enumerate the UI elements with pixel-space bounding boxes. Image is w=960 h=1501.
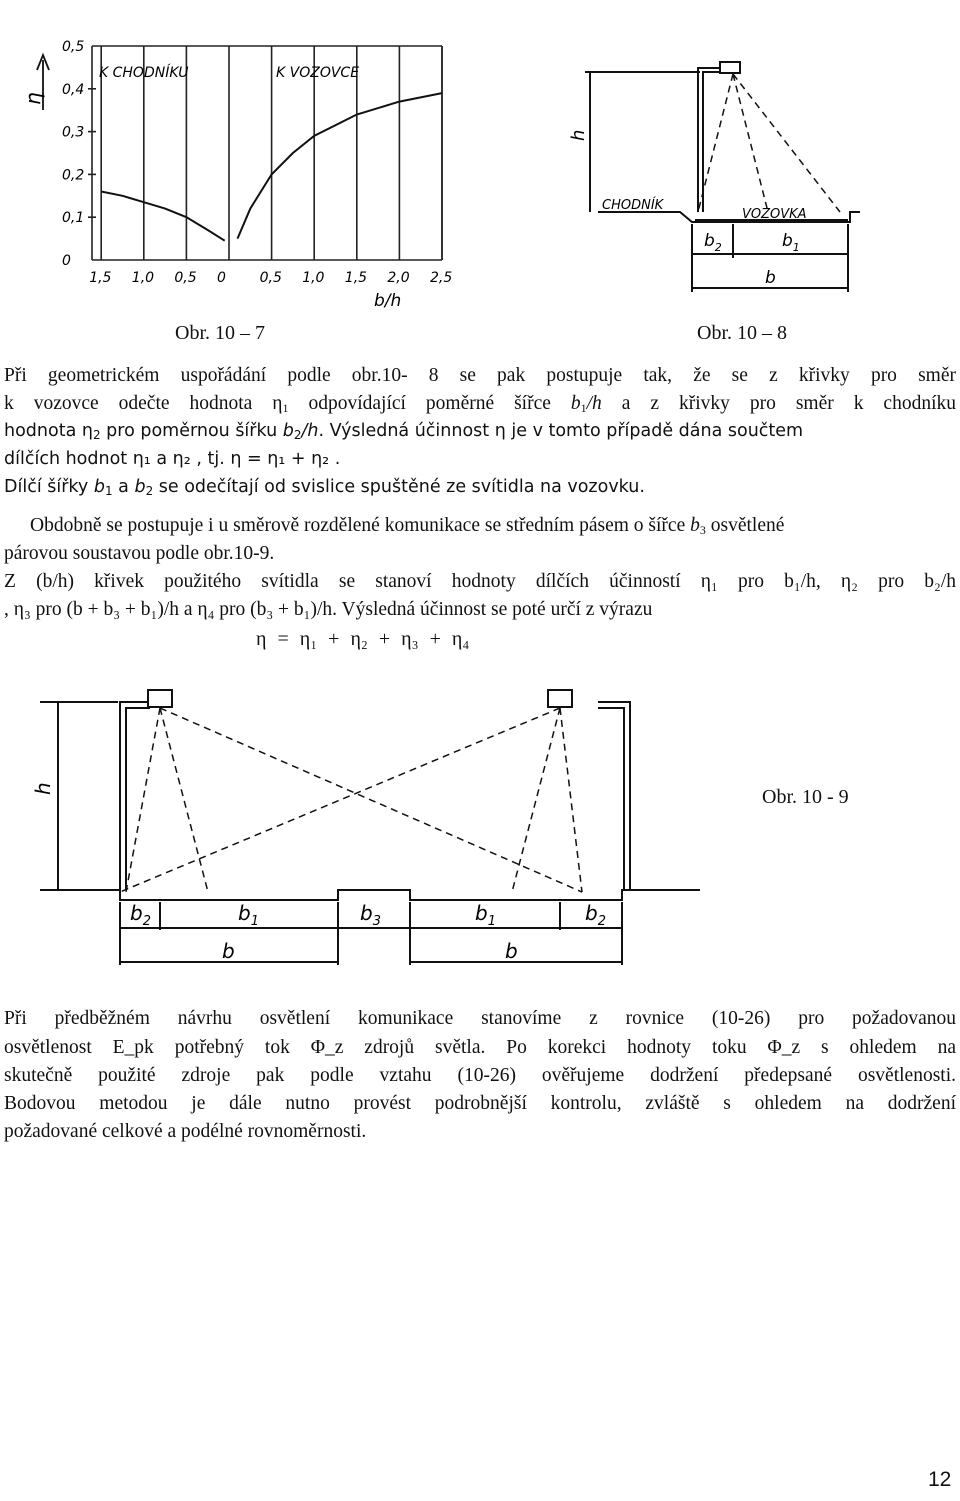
x-tick-label: 2,5	[430, 270, 453, 286]
series-k-chodniku-line	[101, 192, 225, 241]
y-tick-label: 0,2	[62, 167, 85, 184]
right-pole	[598, 702, 630, 890]
x-tick-label: 1,5	[89, 270, 112, 286]
left-luminaire	[148, 690, 172, 707]
p3-line5: požadované celkové a podélné rovnoměrnosti.	[4, 1121, 367, 1142]
light-cone	[698, 74, 840, 212]
p1-line2: k vozovce odečte hodnota $\eta_1$ odpovídající poměrné šířce $b_1/h$ a z křivky pro směr k chodníku	[4, 393, 956, 415]
p2-line3: Z (b/h) křivek použitého svítidla se stanoví hodnoty dílčích účinností η₁ pro b₁/h, η₂ pro b₂/h	[4, 571, 956, 592]
right-curve-label: K VOZOVCE	[276, 65, 360, 81]
figure-10-9	[0, 680, 960, 980]
y-tick-label: 0,4	[62, 81, 85, 98]
road-label: VOZOVKA	[742, 207, 807, 222]
sidewalk-label: CHODNÍK	[602, 198, 664, 213]
y-tick-label: 0,3	[62, 124, 85, 141]
b3-label: $b_3$	[360, 901, 381, 929]
left-curve-label: K CHODNÍKU	[99, 65, 189, 81]
pole	[698, 68, 722, 212]
b-label: b	[765, 268, 776, 288]
p3-line1: Při předběžném návrhu osvětlení komunikace stanovíme z rovnice (10-26) pro požadovanou	[4, 1008, 956, 1029]
b-left-label: b	[222, 939, 235, 963]
figure-10-8	[560, 50, 860, 300]
y-axis-label: η	[21, 92, 45, 105]
efficiency-formula: η = η₁ + η₂ + η₃ + η₄	[256, 628, 470, 650]
x-tick-label: 0,5	[259, 270, 282, 286]
y-tick-labels	[62, 39, 84, 269]
y-tick-label: 0,5	[62, 39, 85, 55]
page-number: 12	[928, 1468, 952, 1491]
b2-right-label: $b_2$	[585, 901, 606, 929]
right-luminaire	[548, 690, 572, 707]
h-label: h	[568, 129, 589, 141]
y-tick-label: 0	[62, 253, 71, 269]
y-tick-label: 0,1	[62, 210, 85, 227]
b-right-label: b	[505, 939, 518, 963]
left-light-cone	[126, 708, 582, 892]
p1-line4: dílčích hodnot η₁ a η₂ , tj. η = η₁ + η₂ .	[4, 449, 341, 469]
x-tick-label: 1,5	[344, 270, 368, 286]
b2-label: $b_2$	[704, 231, 722, 254]
caption-fig-10-9: Obr. 10 - 9	[762, 786, 849, 808]
ground-profile	[40, 890, 700, 900]
x-tick-label: 1,0	[302, 270, 325, 286]
p2-line4: , η₃ pro (b + b₃ + b₁)/h a η₄ pro (b₃ + b₁)/h. Výsledná účinnost se poté určí z výrazu	[4, 599, 653, 620]
x-tick-labels	[89, 270, 452, 286]
b1-right-label: $b_1$	[475, 901, 496, 929]
p1-line5: Dílčí šířky $b_1$ a $b_2$ se odečítají od svislice spuštěné ze svítidla na vozovku.	[4, 477, 645, 498]
caption-fig-10-7: Obr. 10 – 7	[175, 322, 265, 344]
x-tick-label: 0	[217, 270, 226, 286]
b1-label: $b_1$	[782, 231, 800, 254]
h-dimension	[40, 702, 118, 890]
p1-line1: Při geometrickém uspořádání podle obr.10- 8 se pak postupuje tak, že se z křivky pro směr	[4, 365, 956, 386]
efficiency-chart	[0, 20, 470, 320]
caption-fig-10-8: Obr. 10 – 8	[697, 322, 787, 344]
left-pole	[120, 702, 150, 890]
x-tick-label: 1,0	[131, 270, 155, 286]
p1-line3: hodnota $\eta_2$ pro poměrnou šířku $b_2/h$. Výsledná účinnost η je v tomto případě dána součtem	[4, 421, 804, 442]
p3-line2: osvětlenost E_pk potřebný tok Φ_z zdrojů světla. Po korekci hodnoty toku Φ_z s ohledem na	[4, 1037, 956, 1058]
h-dimension	[585, 72, 700, 212]
right-light-cone	[120, 708, 582, 892]
p3-line3: skutečně použité zdroje pak podle vztahu (10-26) ověřujeme dodržení předepsané osvětlenosti.	[4, 1065, 956, 1086]
h-label: h	[31, 782, 55, 795]
x-tick-label: 2,0	[387, 270, 410, 286]
x-axis-label: b/h	[374, 291, 402, 311]
p2-line2: párovou soustavou podle obr.10-9.	[4, 543, 275, 564]
series-k-vozovce-line	[238, 93, 443, 239]
luminaire	[720, 62, 740, 73]
x-tick-label: 0,5	[174, 270, 197, 286]
b2-left-label: $b_2$	[130, 901, 151, 929]
b1-left-label: $b_1$	[238, 901, 259, 929]
p2-line1: Obdobně se postupuje i u směrově rozdělené komunikace se středním pásem o šířce $b_3$ osvětlené	[30, 515, 785, 537]
p3-line4: Bodovou metodou je dále nutno provést podrobnější kontrolu, zvláště s ohledem na dodržení	[4, 1093, 956, 1114]
